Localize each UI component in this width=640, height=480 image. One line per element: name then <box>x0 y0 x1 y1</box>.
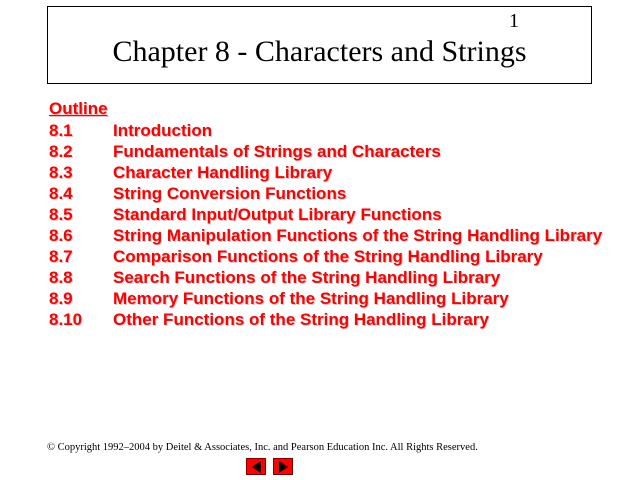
outline-item-label: Memory Functions of the String Handling Library <box>113 289 509 308</box>
outline-item-label: Other Functions of the String Handling Library <box>113 310 489 329</box>
title-box <box>47 6 592 84</box>
outline-item-number: 8.3 <box>49 163 73 182</box>
outline-item <box>49 141 609 162</box>
outline-item-number: 8.4 <box>49 184 73 203</box>
slide-title: Chapter 8 - Characters and Strings <box>112 35 527 68</box>
outline-item <box>49 204 609 225</box>
outline-item-number: 8.10 <box>49 310 83 329</box>
outline-item-label: Standard Input/Output Library Functions <box>113 205 442 224</box>
outline-item <box>49 225 609 246</box>
arrow-right-icon <box>279 461 288 473</box>
outline-item <box>49 120 609 141</box>
outline-item <box>49 267 609 288</box>
outline-item <box>49 246 609 267</box>
outline-item-label: Character Handling Library <box>113 163 333 182</box>
copyright-footer: © Copyright 1992–2004 by Deitel & Associates, Inc. and Pearson Education Inc. All Rights Reserved. <box>47 442 478 453</box>
outline-item <box>49 288 609 309</box>
outline-item-label: Comparison Functions of the String Handling Library <box>113 247 543 266</box>
outline-item-number: 8.7 <box>49 247 73 266</box>
outline-item-label: Fundamentals of Strings and Characters <box>113 142 441 161</box>
outline-item <box>49 183 609 204</box>
outline-item <box>49 162 609 183</box>
outline-item-number: 8.2 <box>49 142 73 161</box>
outline <box>49 98 609 330</box>
arrow-left-icon <box>252 461 261 473</box>
outline-heading: Outline <box>49 99 108 118</box>
outline-item-number: 8.9 <box>49 289 73 308</box>
outline-item-label: Introduction <box>113 121 213 140</box>
previous-slide-button[interactable] <box>246 458 266 475</box>
slide-number: 1 <box>509 10 519 32</box>
outline-item-label: String Manipulation Functions of the String Handling Library <box>113 226 603 245</box>
outline-item-number: 8.1 <box>49 121 73 140</box>
outline-item <box>49 309 609 330</box>
outline-item-number: 8.8 <box>49 268 73 287</box>
outline-item-label: String Conversion Functions <box>113 184 347 203</box>
next-slide-button[interactable] <box>273 458 293 475</box>
outline-item-label: Search Functions of the String Handling Library <box>113 268 501 287</box>
outline-item-number: 8.5 <box>49 205 73 224</box>
outline-item-number: 8.6 <box>49 226 73 245</box>
